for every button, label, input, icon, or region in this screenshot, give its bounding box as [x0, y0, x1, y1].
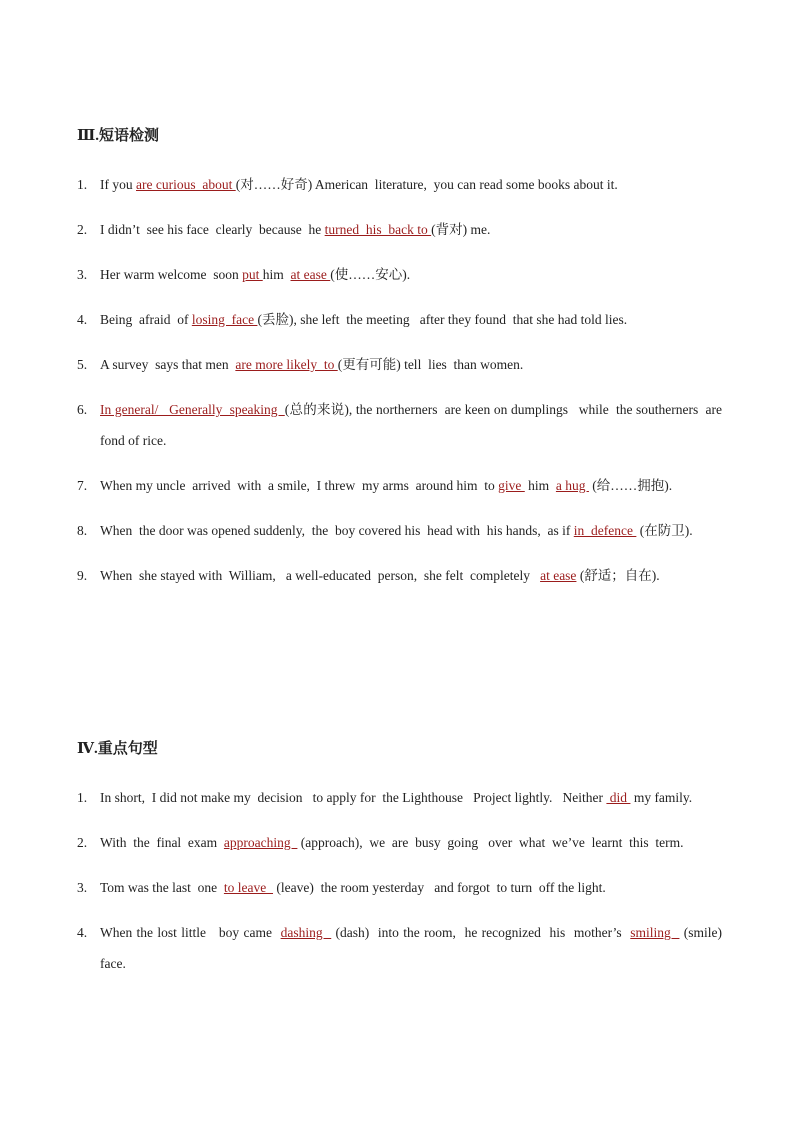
item-number: 6.: [77, 402, 88, 417]
exercise-list: [77, 782, 729, 979]
item-number: 5.: [77, 357, 88, 372]
section-title: Ⅳ.重点句型: [77, 741, 158, 757]
answer-text: to leave: [223, 880, 274, 895]
sentence-text: When she stayed with William, a well-educated person, she felt completely: [100, 568, 541, 583]
sentence-text: When my uncle arrived with a smile, I threw my arms around him to: [100, 478, 499, 493]
sentence-text: (给……拥抱).: [588, 478, 673, 493]
item-number: 3.: [77, 880, 88, 895]
exercise-item: [77, 214, 722, 245]
answer-text: In general/ Generally speaking: [100, 402, 285, 417]
sentence-text: If you: [100, 177, 136, 192]
sentence-text: him: [524, 478, 556, 493]
sentence-text: When the door was opened suddenly, the boy covered his head with his hands, as if: [100, 523, 574, 538]
answer-text: did: [606, 790, 631, 805]
item-number: 1.: [77, 790, 88, 805]
section-phrase-check: [77, 125, 726, 605]
exercise-item: [77, 515, 722, 546]
item-number: 2.: [77, 222, 88, 237]
item-number: 2.: [77, 835, 88, 850]
section-title: Ⅲ.短语检测: [77, 128, 160, 144]
sentence-text: In short, I did not make my decision to apply for the Lighthouse Project lightly. Neither: [100, 790, 607, 805]
section-key-sentences: [77, 738, 729, 993]
exercise-item: [77, 827, 722, 858]
exercise-item: [77, 169, 722, 200]
answer-text: turned his back to: [324, 222, 432, 237]
item-number: 3.: [77, 267, 88, 282]
item-number: 8.: [77, 523, 88, 538]
sentence-text: (丢脸), she left the meeting after they found that she had told lies.: [257, 312, 628, 327]
answer-text: losing face: [191, 312, 258, 327]
sentence-text: him: [262, 267, 291, 282]
sentence-text: (leave) the room yesterday and forgot to turn off the light.: [273, 880, 606, 895]
sentence-text: (在防卫).: [636, 523, 693, 538]
exercise-item: [77, 470, 722, 501]
exercise-item: [77, 917, 729, 979]
item-number: 4.: [77, 312, 88, 327]
sentence-text: (smile) face.: [100, 925, 729, 971]
exercise-item: [77, 304, 722, 335]
answer-text: dashing: [280, 925, 332, 940]
sentence-text: I didn’t see his face clearly because he: [100, 222, 325, 237]
sentence-text: (更有可能) tell lies than women.: [337, 357, 524, 372]
sentence-text: (总的来说), the northerners are keen on dumplings while the southerners are fond of rice.: [100, 402, 726, 448]
sentence-text: (dash) into the room, he recognized his mother’s: [331, 925, 631, 940]
sentence-text: Her warm welcome soon: [100, 267, 243, 282]
sentence-text: (对……好奇) American literature, you can read some books about it.: [235, 177, 618, 192]
sentence-text: Being afraid of: [100, 312, 192, 327]
answer-text: are more likely to: [235, 357, 338, 372]
exercise-item: [77, 394, 726, 456]
sentence-text: With the final exam: [100, 835, 224, 850]
answer-text: approaching: [223, 835, 298, 850]
exercise-item: [77, 560, 722, 591]
sentence-text: (舒适；自在).: [576, 568, 660, 583]
answer-text: give: [498, 478, 525, 493]
answer-text: at ease: [540, 568, 577, 583]
item-number: 1.: [77, 177, 88, 192]
exercise-item: [77, 349, 722, 380]
exercise-item: [77, 872, 722, 903]
answer-text: are curious about: [136, 177, 236, 192]
item-number: 9.: [77, 568, 88, 583]
sentence-text: (使……安心).: [330, 267, 411, 282]
sentence-text: Tom was the last one: [100, 880, 224, 895]
sentence-text: my family.: [630, 790, 693, 805]
exercise-item: [77, 782, 722, 813]
answer-text: in defence: [573, 523, 637, 538]
item-number: 4.: [77, 925, 88, 940]
answer-text: a hug: [555, 478, 589, 493]
sentence-text: (背对) me.: [431, 222, 491, 237]
answer-text: at ease: [290, 267, 331, 282]
answer-text: smiling: [630, 925, 680, 940]
exercise-item: [77, 259, 722, 290]
answer-text: put: [242, 267, 263, 282]
sentence-text: (approach), we are busy going over what we’ve learnt this term.: [297, 835, 684, 850]
exercise-list: [77, 169, 726, 591]
sentence-text: A survey says that men: [100, 357, 236, 372]
item-number: 7.: [77, 478, 88, 493]
sentence-text: When the lost little boy came: [100, 925, 281, 940]
